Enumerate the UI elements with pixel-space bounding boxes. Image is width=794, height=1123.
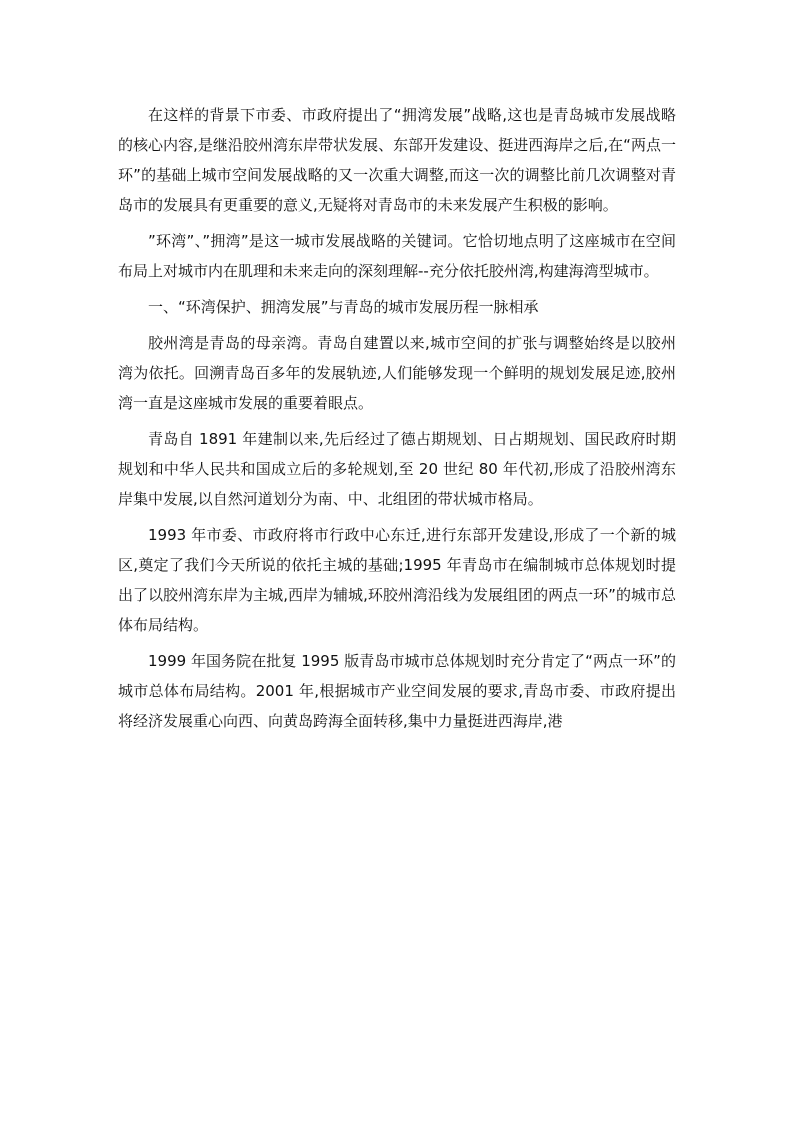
paragraph-1993: 1993 年市委、市政府将市行政中心东迁,进行东部开发建设,形成了一个新的城区,奠定了我们今天所说的依托主城的基础;1995 年青岛市在编制城市总体规划时提出了以胶州湾东岸为主城,西岸为辅城,环胶州湾沿线为发展组团的两点一环”的城市总体布局结构。 (118, 526, 676, 634)
paragraph-keywords: ”环湾”、”拥湾”是这一城市发展战略的关键词。它恰切地点明了这座城市在空间布局上对城市内在肌理和未来走向的深刻理解--充分依托胶州湾,构建海湾型城市。 (118, 232, 676, 280)
document-body (118, 100, 676, 742)
section-heading: 一、“环湾保护、拥湾发展”与青岛的城市发展历程一脉相承 (148, 298, 539, 316)
paragraph-mother-bay: 胶州湾是青岛的母亲湾。青岛自建置以来,城市空间的扩张与调整始终是以胶州湾为依托。回溯青岛百多年的发展轨迹,人们能够发现一个鲜明的规划发展足迹,胶州湾一直是这座城市发展的重要着眼点。 (118, 334, 676, 412)
paragraph-strategy: 在这样的背景下市委、市政府提出了“拥湾发展”战略,这也是青岛城市发展战略的核心内容,是继沿胶州湾东岸带状发展、东部开发建设、挺进西海岸之后,在“两点一环”的基础上城市空间发展战略的又一次重大调整,而这一次的调整比前几次调整对青岛市的发展具有更重要的意义,无疑将对青岛市的未来发展产生积极的影响。 (118, 106, 676, 214)
paragraph-1999: 1999 年国务院在批复 1995 版青岛市城市总体规划时充分肯定了“两点一环”的城市总体布局结构。2001 年,根据城市产业空间发展的要求,青岛市委、市政府提出将经济发展重心向西、向黄岛跨海全面转移,集中力量挺进西海岸,港 (118, 652, 676, 730)
paragraph-history: 青岛自 1891 年建制以来,先后经过了德占期规划、日占期规划、国民政府时期规划和中华人民共和国成立后的多轮规划,至 20 世纪 80 年代初,形成了沿胶州湾东岸集中发展,以自然河道划分为南、中、北组团的带状城市格局。 (118, 430, 676, 508)
